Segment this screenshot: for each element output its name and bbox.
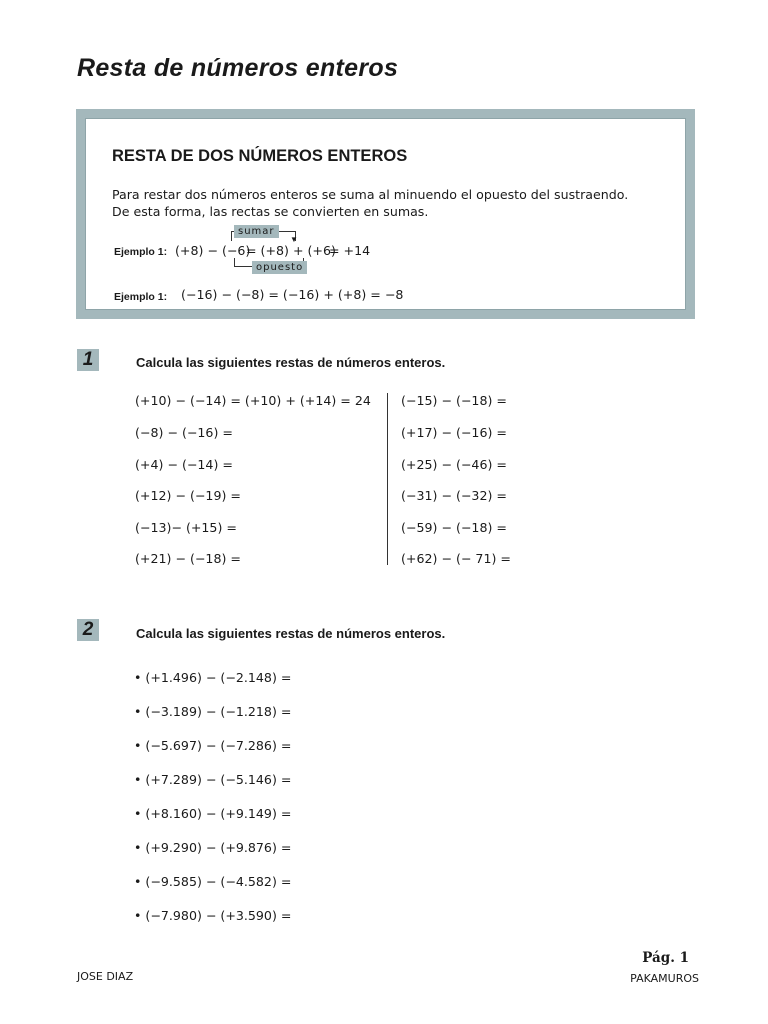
example-2-expression: (−16) − (−8) = (−16) + (+8) = −8 — [181, 287, 404, 302]
footer-author: JOSE DIAZ — [77, 970, 134, 983]
example-1-part-c: = +14 — [329, 243, 371, 258]
s1-left-row: (+4) − (−14) = — [135, 457, 233, 472]
s1-left-row: (−8) − (−16) = — [135, 425, 233, 440]
s2-item: • (+8.160) − (+9.149) = — [134, 806, 292, 821]
s1-right-row: (+25) − (−46) = — [401, 457, 507, 472]
page-title: Resta de números enteros — [77, 54, 399, 82]
s1-right-row: (−15) − (−18) = — [401, 393, 507, 408]
theory-text — [112, 186, 672, 220]
theory-line-1: Para restar dos números enteros se suma al minuendo el opuesto del sustraendo. — [112, 187, 629, 202]
s1-left-row: (+10) − (−14) = (+10) + (+14) = 24 — [135, 393, 371, 408]
section-2-number: 2 — [77, 619, 99, 641]
s1-left-row: (−13)− (+15) = — [135, 520, 237, 535]
s1-left-row: (+21) − (−18) = — [135, 551, 241, 566]
section-1-number: 1 — [77, 349, 99, 371]
s1-left-row: (+12) − (−19) = — [135, 488, 241, 503]
s1-right-row: (−31) − (−32) = — [401, 488, 507, 503]
column-divider — [387, 393, 388, 565]
theory-line-2: De esta forma, las rectas se convierten en sumas. — [112, 204, 429, 219]
s2-item: • (+7.289) − (−5.146) = — [134, 772, 292, 787]
s2-item: • (−3.189) − (−1.218) = — [134, 704, 292, 719]
example-1-part-a: (+8) − (−6) — [175, 243, 251, 258]
s1-right-row: (+17) − (−16) = — [401, 425, 507, 440]
s2-item: • (+9.290) − (+9.876) = — [134, 840, 292, 855]
section-1-title: Calcula las siguientes restas de números enteros. — [136, 355, 446, 370]
footer-brand: PAKAMUROS — [630, 972, 699, 985]
opuesto-tag: opuesto — [252, 261, 307, 274]
theory-heading: RESTA DE DOS NÚMEROS ENTEROS — [112, 147, 408, 165]
section-2-title: Calcula las siguientes restas de números enteros. — [136, 626, 446, 641]
s2-item: • (+1.496) − (−2.148) = — [134, 670, 292, 685]
page-number: Pág. 1 — [642, 950, 689, 966]
example-1-label: Ejemplo 1: — [114, 246, 168, 258]
example-2-label: Ejemplo 1: — [114, 291, 168, 303]
sumar-tag: sumar — [234, 225, 279, 238]
example-1-part-b: = (+8) + (+6) — [246, 243, 336, 258]
theory-box — [76, 109, 695, 319]
s1-right-row: (−59) − (−18) = — [401, 520, 507, 535]
s1-right-row: (+62) − (− 71) = — [401, 551, 511, 566]
s2-item: • (−5.697) − (−7.286) = — [134, 738, 292, 753]
arrow-down-icon: ▼ — [290, 235, 298, 244]
s2-item: • (−9.585) − (−4.582) = — [134, 874, 292, 889]
s2-item: • (−7.980) − (+3.590) = — [134, 908, 292, 923]
theory-box-inner — [85, 118, 686, 310]
